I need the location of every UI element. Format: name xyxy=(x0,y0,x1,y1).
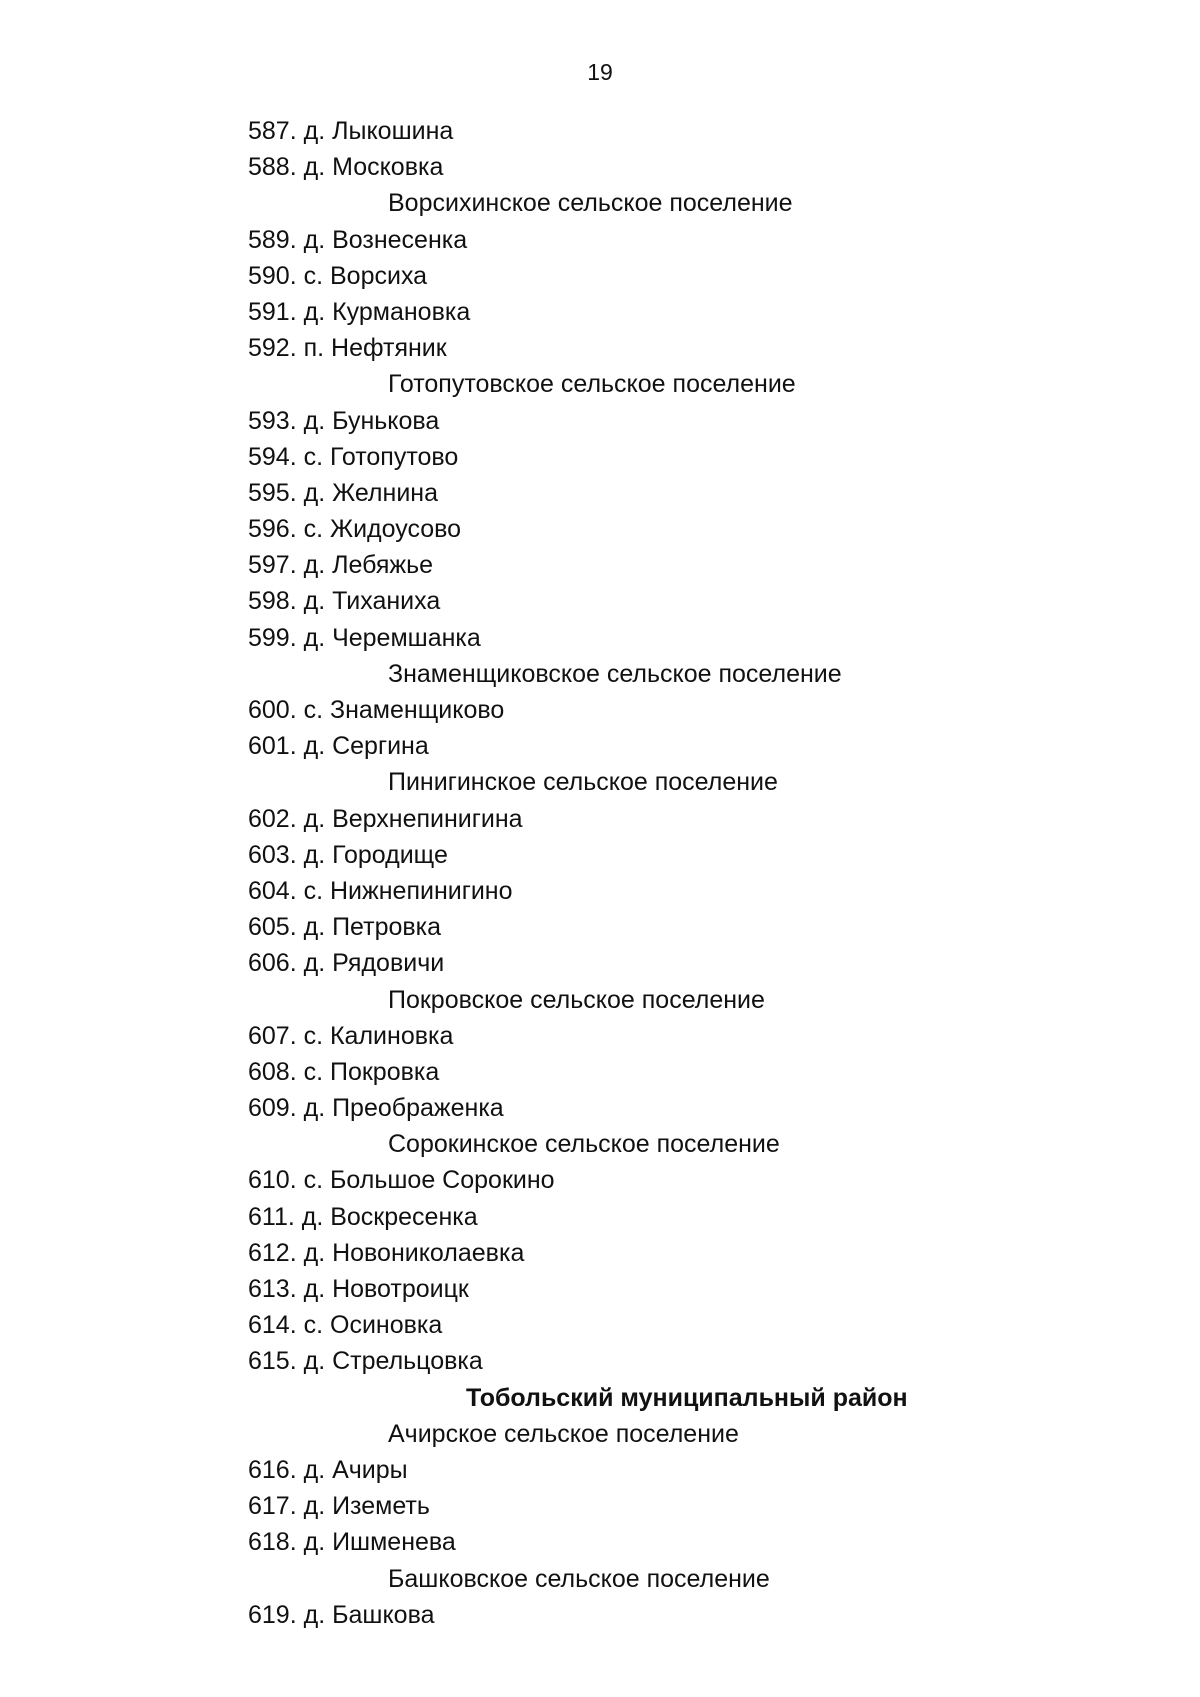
locality-entry: 618. д. Ишменева xyxy=(248,1528,456,1557)
locality-entry: 597. д. Лебяжье xyxy=(248,551,434,580)
locality-entry: 600. с. Знаменщиково xyxy=(248,696,505,724)
locality-entry: 590. с. Ворсиха xyxy=(248,261,428,290)
locality-entry: 594. с. Готопутово xyxy=(248,442,459,471)
locality-entry: 604. с. Нижнепинигино xyxy=(248,876,513,905)
settlement-heading: Ворсихинское сельское поселение xyxy=(388,189,793,218)
locality-entry: 612. д. Новониколаевка xyxy=(248,1238,525,1267)
locality-entry: 601. д. Сергина xyxy=(248,732,429,761)
settlement-heading: Башковское сельское поселение xyxy=(388,1564,770,1593)
locality-entry: 591. д. Курмановка xyxy=(248,297,471,326)
locality-entry: 592. п. Нефтяник xyxy=(248,334,447,363)
locality-entry: 613. д. Новотроицк xyxy=(248,1275,469,1303)
locality-entry: 615. д. Стрельцовка xyxy=(248,1347,483,1376)
locality-entry: 611. д. Воскресенка xyxy=(248,1202,478,1231)
locality-entry: 596. с. Жидоусово xyxy=(248,515,462,544)
locality-entry: 595. д. Желнина xyxy=(248,478,439,507)
settlement-heading: Сорокинское сельское поселение xyxy=(388,1130,780,1159)
locality-entry: 619. д. Башкова xyxy=(248,1600,435,1629)
locality-entry: 616. д. Ачиры xyxy=(248,1455,408,1484)
locality-entry: 588. д. Московка xyxy=(248,153,444,182)
locality-entry: 609. д. Преображенка xyxy=(248,1094,504,1123)
settlement-list xyxy=(0,113,1200,1633)
locality-entry: 608. с. Покровка xyxy=(248,1057,440,1086)
page-number: 19 xyxy=(587,59,613,85)
locality-entry: 587. д. Лыкошина xyxy=(248,117,454,145)
locality-entry: 599. д. Черемшанка xyxy=(248,623,481,652)
locality-entry: 593. д. Бунькова xyxy=(248,406,440,435)
district-heading: Тобольский муниципальный район xyxy=(466,1383,908,1412)
locality-entry: 617. д. Иземеть xyxy=(248,1492,430,1521)
settlement-heading: Пинигинское сельское поселение xyxy=(388,768,778,797)
settlement-heading: Ачирское сельское поселение xyxy=(388,1419,739,1448)
locality-entry: 607. с. Калиновка xyxy=(248,1021,454,1050)
locality-entry: 614. с. Осиновка xyxy=(248,1311,443,1340)
locality-entry: 602. д. Верхнепинигина xyxy=(248,804,523,833)
locality-entry: 598. д. Тиханиха xyxy=(248,587,441,616)
locality-entry: 589. д. Вознесенка xyxy=(248,225,468,254)
locality-entry: 610. с. Большое Сорокино xyxy=(248,1166,555,1195)
settlement-heading: Знаменщиковское сельское поселение xyxy=(388,659,842,688)
locality-entry: 603. д. Городище xyxy=(248,840,448,869)
locality-entry: 605. д. Петровка xyxy=(248,913,442,942)
settlement-heading: Покровское сельское поселение xyxy=(388,985,765,1014)
locality-entry: 606. д. Рядовичи xyxy=(248,949,445,978)
settlement-heading: Готопутовское сельское поселение xyxy=(388,370,796,399)
